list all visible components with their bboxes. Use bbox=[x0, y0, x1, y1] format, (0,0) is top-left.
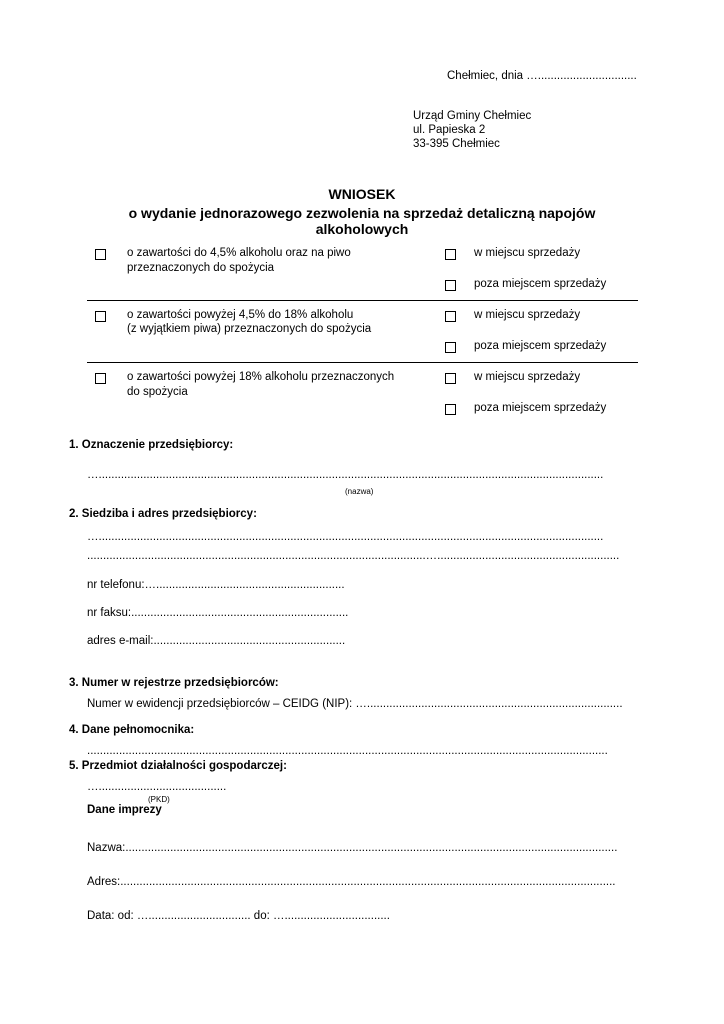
address-field-line-2[interactable]: ..........................................................................................................…......................................................... bbox=[87, 550, 620, 562]
option-2-onsite-checkbox[interactable] bbox=[445, 311, 456, 322]
date-line: Chełmiec, dnia …............................... bbox=[447, 70, 637, 82]
nip-field[interactable]: Numer w ewidencji przedsiębiorców – CEIDG (NIP): …................................................................................ bbox=[87, 698, 623, 710]
option-1-onsite-checkbox[interactable] bbox=[445, 249, 456, 260]
option-2-label-2: (z wyjątkiem piwa) przeznaczonych do spożycia bbox=[127, 323, 372, 335]
option-1-checkbox[interactable] bbox=[95, 249, 106, 260]
company-name-caption: (nazwa) bbox=[345, 487, 374, 496]
section-2-heading: 2. Siedziba i adres przedsiębiorcy: bbox=[69, 508, 257, 520]
addressee-name: Urząd Gminy Chełmiec bbox=[413, 110, 532, 122]
phone-field[interactable]: nr telefonu:…........................................................... bbox=[87, 579, 345, 591]
fax-field[interactable]: nr faksu:.................................................................... bbox=[87, 607, 349, 619]
option-3-offsite-label: poza miejscem sprzedaży bbox=[474, 402, 607, 414]
option-1-offsite-checkbox[interactable] bbox=[445, 280, 456, 291]
company-name-field[interactable]: ….............................................................................................................................................................. bbox=[87, 469, 604, 481]
section-1-heading: 1. Oznaczenie przedsiębiorcy: bbox=[69, 439, 234, 451]
addressee-city: 33-395 Chełmiec bbox=[413, 138, 500, 150]
option-2-label-1: o zawartości powyżej 4,5% do 18% alkoholu bbox=[127, 309, 354, 321]
event-address-field[interactable]: Adres:........................................................................................................................................................... bbox=[87, 876, 616, 888]
option-3-checkbox[interactable] bbox=[95, 373, 106, 384]
address-field-line-1[interactable]: ….............................................................................................................................................................. bbox=[87, 531, 604, 543]
option-3-label-2: do spożycia bbox=[127, 386, 188, 398]
option-2-checkbox[interactable] bbox=[95, 311, 106, 322]
section-3-heading: 3. Numer w rejestrze przedsiębiorców: bbox=[69, 677, 279, 689]
option-3-offsite-checkbox[interactable] bbox=[445, 404, 456, 415]
pkd-field[interactable]: …........................................ bbox=[87, 781, 227, 793]
option-1-label-1: o zawartości do 4,5% alkoholu oraz na piwo bbox=[127, 247, 351, 259]
option-1-offsite-label: poza miejscem sprzedaży bbox=[474, 278, 607, 290]
option-1-label-2: przeznaczonych do spożycia bbox=[127, 262, 275, 274]
option-1-onsite-label: w miejscu sprzedaży bbox=[474, 247, 581, 259]
form-subtitle-line-1: o wydanie jednorazowego zezwolenia na sprzedaż detaliczną napojów bbox=[128, 205, 596, 221]
section-4-heading: 4. Dane pełnomocnika: bbox=[69, 724, 195, 736]
section-5-heading: 5. Przedmiot działalności gospodarczej: bbox=[69, 760, 287, 772]
option-3-label-1: o zawartości powyżej 18% alkoholu przeznaczonych bbox=[127, 371, 395, 383]
option-divider-1 bbox=[87, 300, 638, 301]
form-subtitle-line-2: alkoholowych bbox=[315, 221, 409, 237]
form-title: WNIOSEK bbox=[328, 186, 396, 202]
option-3-onsite-label: w miejscu sprzedaży bbox=[474, 371, 581, 383]
addressee-street: ul. Papieska 2 bbox=[413, 124, 486, 136]
event-name-field[interactable]: Nazwa:.......................................................................................................................................................... bbox=[87, 842, 618, 854]
option-2-onsite-label: w miejscu sprzedaży bbox=[474, 309, 581, 321]
proxy-field[interactable]: ................................................................................................................................................................... bbox=[87, 745, 608, 757]
event-heading: Dane imprezy bbox=[87, 804, 162, 816]
option-divider-2 bbox=[87, 362, 638, 363]
option-2-offsite-label: poza miejscem sprzedaży bbox=[474, 340, 607, 352]
event-dates-field[interactable]: Data: od: …................................ do: …................................. bbox=[87, 910, 390, 922]
email-field[interactable]: adres e-mail:............................................................ bbox=[87, 635, 346, 647]
pkd-caption: (PKD) bbox=[148, 795, 170, 804]
option-2-offsite-checkbox[interactable] bbox=[445, 342, 456, 353]
option-3-onsite-checkbox[interactable] bbox=[445, 373, 456, 384]
